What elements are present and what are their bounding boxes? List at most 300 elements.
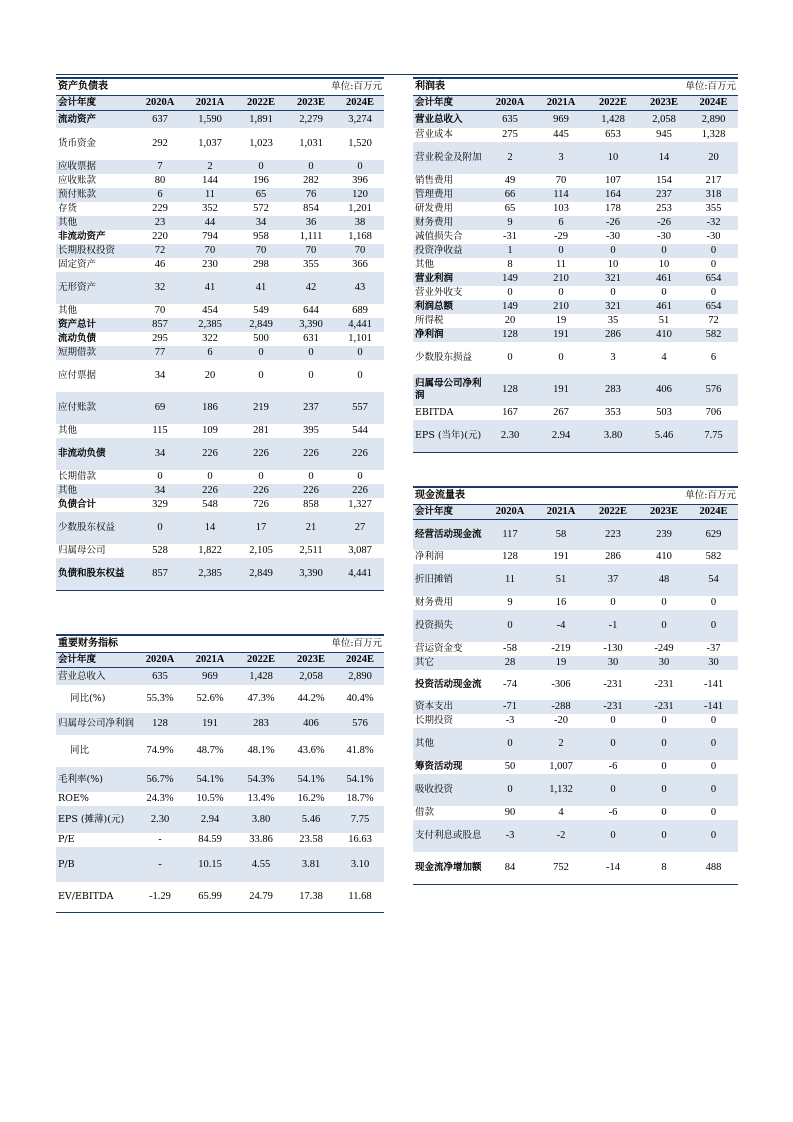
row-value: 55.3%	[146, 693, 174, 704]
table-row	[413, 216, 738, 230]
row-label: 同比(%)	[70, 693, 106, 704]
table-row	[56, 346, 384, 360]
row-value: 0	[710, 259, 717, 270]
row-value: 20	[504, 315, 516, 326]
row-label: 其他	[56, 484, 136, 498]
row-label: 归属母公司净利润	[56, 713, 136, 735]
row-value: 557	[336, 392, 384, 424]
table-row	[56, 847, 384, 882]
row-value: 120	[336, 188, 384, 202]
row-label: ROE%	[58, 793, 89, 804]
row-value: 34	[136, 438, 184, 470]
row-value: 582	[705, 551, 722, 562]
table-row	[56, 230, 384, 244]
header-label: 会计年度	[413, 505, 485, 520]
row-label: 所得税	[415, 315, 444, 326]
table-row	[56, 332, 384, 346]
table-title-row	[413, 487, 738, 505]
row-value: -231	[654, 679, 674, 690]
row-value: 406	[639, 374, 689, 406]
row-value: 0	[558, 287, 564, 298]
row-value: 226	[336, 438, 384, 470]
row-value: 23	[136, 216, 184, 230]
table-row	[413, 300, 738, 314]
table-row	[56, 713, 384, 735]
row-value: 70	[286, 244, 336, 258]
table-row	[56, 258, 384, 272]
row-value: 220	[152, 231, 168, 242]
row-value: 4.55	[236, 847, 286, 882]
row-value: 454	[202, 305, 218, 316]
header-year: 2023E	[639, 505, 689, 520]
table-row	[56, 318, 384, 332]
row-value: -6	[608, 761, 618, 772]
row-value: 44	[184, 216, 236, 230]
row-value: 196	[253, 175, 269, 186]
row-value: 28	[485, 656, 535, 670]
header-year: 2022E	[236, 96, 286, 111]
table-header-row	[413, 96, 738, 111]
row-value: 253	[656, 203, 672, 214]
row-value: 0	[710, 597, 717, 608]
row-value: 2,385	[184, 318, 236, 332]
row-label: 筹资活动现	[415, 761, 463, 772]
row-value: 50	[504, 761, 516, 772]
row-value: 51	[658, 315, 670, 326]
row-label: 流动资产	[56, 111, 136, 129]
row-value: 109	[202, 425, 218, 436]
table-row	[56, 484, 384, 498]
row-value: 149	[485, 272, 535, 286]
row-value: 631	[303, 333, 319, 344]
row-value: 0	[710, 287, 717, 298]
row-label: 营业外收支	[415, 287, 463, 298]
table-row	[413, 244, 738, 258]
table-row	[413, 142, 738, 174]
row-value: 1,590	[184, 111, 236, 129]
row-value: 191	[535, 374, 587, 406]
row-value: 3.80	[236, 806, 286, 833]
row-value: -231	[639, 700, 689, 714]
row-value: 4	[661, 352, 667, 363]
row-value: 1,111	[299, 231, 323, 242]
row-value: 1,428	[587, 111, 639, 129]
header-year: 2024E	[689, 96, 738, 111]
row-value: 17	[236, 512, 286, 544]
row-value: 2,058	[639, 111, 689, 129]
row-value: 318	[689, 188, 738, 202]
table-row	[56, 272, 384, 304]
row-value: 355	[303, 259, 319, 270]
table-row	[413, 714, 738, 728]
row-value: 52.6%	[196, 693, 224, 704]
row-label: 负债和股东权益	[56, 558, 136, 591]
table-row	[56, 111, 384, 129]
table-row	[56, 558, 384, 591]
table-row	[413, 374, 738, 406]
row-value: 33.86	[249, 834, 273, 845]
row-value: 2,385	[184, 558, 236, 591]
row-value: 128	[485, 374, 535, 406]
row-value: 2.94	[184, 806, 236, 833]
row-value: 0	[157, 471, 163, 482]
row-value: 1,168	[348, 231, 372, 242]
row-value: -58	[503, 643, 517, 654]
row-value: 65.99	[184, 882, 236, 913]
row-value: 17.38	[286, 882, 336, 913]
row-value: 191	[553, 551, 569, 562]
table-header-row	[56, 653, 384, 668]
row-value: 0	[308, 370, 314, 381]
row-label: 归属母公司	[58, 545, 106, 556]
row-value: -14	[587, 852, 639, 885]
row-value: 16.2%	[297, 793, 325, 804]
table-unit: 单位:百万元	[587, 78, 738, 96]
row-label: 管理费用	[413, 188, 485, 202]
row-value: 23.58	[299, 834, 323, 845]
header-year: 2024E	[336, 653, 384, 668]
row-value: 0	[587, 244, 639, 258]
row-value: 2	[485, 142, 535, 174]
row-value: 0	[639, 244, 689, 258]
row-value: -30	[706, 231, 721, 242]
row-value: -	[158, 834, 162, 845]
row-value: 0	[286, 160, 336, 174]
row-value: 9	[485, 216, 535, 230]
row-value: 0	[661, 761, 667, 772]
row-value: 2,058	[286, 668, 336, 686]
header-year: 2021A	[184, 96, 236, 111]
row-value: -306	[551, 679, 571, 690]
row-value: 635	[485, 111, 535, 129]
row-value: 1,023	[249, 138, 273, 149]
row-value: -3	[505, 715, 515, 726]
table-row	[413, 820, 738, 852]
row-value: 47.3%	[247, 693, 275, 704]
row-value: 11	[485, 564, 535, 596]
row-value: 0	[689, 728, 738, 760]
row-value: 3,274	[336, 111, 384, 129]
row-value: 857	[136, 558, 184, 591]
row-label: 长期股权投资	[56, 244, 136, 258]
table-row	[56, 424, 384, 438]
row-value: 0	[207, 471, 213, 482]
row-value: 0	[587, 728, 639, 760]
row-value: 528	[152, 545, 168, 556]
row-value: 0	[587, 774, 639, 806]
table-row	[56, 544, 384, 558]
row-value: 321	[587, 300, 639, 314]
header-year: 2021A	[184, 653, 236, 668]
row-value: 2	[184, 160, 236, 174]
row-value: 4,441	[336, 318, 384, 332]
row-value: 321	[587, 272, 639, 286]
row-value: 1	[485, 244, 535, 258]
row-value: 10	[587, 142, 639, 174]
table-row	[56, 833, 384, 847]
row-value: 544	[352, 425, 368, 436]
row-label: 应付账款	[56, 392, 136, 424]
row-value: 107	[605, 175, 621, 186]
header-year: 2023E	[286, 653, 336, 668]
row-value: 49	[504, 175, 516, 186]
row-value: 44.2%	[297, 693, 325, 704]
row-value: 8	[507, 259, 513, 270]
row-value: 0	[610, 597, 616, 608]
row-value: -1	[587, 610, 639, 642]
row-label: 资本支出	[413, 700, 485, 714]
row-value: 0	[507, 287, 513, 298]
row-value: 283	[587, 374, 639, 406]
row-value: 461	[639, 272, 689, 286]
row-value: 2,849	[236, 318, 286, 332]
row-value: 267	[553, 407, 569, 418]
table-row	[56, 174, 384, 188]
row-value: 13.4%	[247, 793, 275, 804]
row-value: 70	[236, 244, 286, 258]
row-value: 0	[136, 512, 184, 544]
table-row	[56, 216, 384, 230]
row-value: 66	[485, 188, 535, 202]
row-value: 30	[639, 656, 689, 670]
row-value: 43.6%	[297, 745, 325, 756]
row-value: -231	[587, 700, 639, 714]
row-value: 0	[639, 820, 689, 852]
row-value: 5.46	[639, 420, 689, 453]
row-label: 现金流净增加额	[413, 852, 485, 885]
table-row	[413, 564, 738, 596]
table-row	[413, 642, 738, 656]
row-value: 6	[710, 352, 717, 363]
row-value: 16	[555, 597, 567, 608]
balance-sheet-table	[56, 77, 384, 591]
table-row	[56, 882, 384, 913]
row-label: 同比	[70, 745, 90, 756]
row-value: 576	[336, 713, 384, 735]
row-value: 41	[184, 272, 236, 304]
table-title: 利润表	[413, 78, 587, 96]
table-row	[56, 792, 384, 806]
row-label: 非流动负债	[56, 438, 136, 470]
row-value: -29	[554, 231, 568, 242]
row-label: 销售费用	[415, 175, 454, 186]
table-row	[413, 202, 738, 216]
row-value: 0	[485, 610, 535, 642]
row-value: 35	[607, 315, 619, 326]
table-row	[56, 498, 384, 512]
row-value: 6	[535, 216, 587, 230]
row-value: 20	[204, 370, 216, 381]
row-value: -2	[535, 820, 587, 852]
row-value: 298	[253, 259, 269, 270]
row-value: 217	[705, 175, 722, 186]
row-value: 72	[708, 315, 719, 326]
table-row	[56, 244, 384, 258]
row-label: EPS (摊薄)(元)	[56, 806, 136, 833]
row-value: 34	[136, 484, 184, 498]
row-value: 0	[485, 728, 535, 760]
table-row	[413, 852, 738, 885]
table-row	[413, 760, 738, 774]
row-value: -219	[551, 643, 571, 654]
key-indicators-table	[56, 634, 384, 913]
table-title-row	[56, 635, 384, 653]
row-value: 229	[152, 203, 168, 214]
table-row	[56, 512, 384, 544]
row-value: 34	[154, 370, 166, 381]
row-value: 352	[202, 203, 218, 214]
row-label: 固定资产	[58, 259, 97, 270]
row-value: 41.8%	[346, 745, 374, 756]
row-label: 其他	[413, 728, 485, 760]
row-value: 1,037	[198, 138, 222, 149]
row-value: 2.94	[535, 420, 587, 453]
row-value: 395	[303, 425, 319, 436]
row-label: EBITDA	[415, 407, 454, 418]
row-value: 42	[286, 272, 336, 304]
row-label: 投资活动现金流	[415, 679, 482, 690]
row-value: -288	[535, 700, 587, 714]
row-value: 11	[555, 259, 567, 270]
row-label: 负债合计	[58, 499, 97, 510]
row-value: 0	[258, 370, 264, 381]
row-value: 0	[258, 471, 264, 482]
row-value: 128	[502, 551, 518, 562]
row-value: -74	[503, 679, 517, 690]
row-value: 726	[253, 499, 269, 510]
row-value: 854	[303, 203, 319, 214]
row-value: 706	[705, 407, 722, 418]
row-value: 3,390	[286, 318, 336, 332]
row-label: 研发费用	[415, 203, 454, 214]
row-value: 0	[507, 352, 513, 363]
table-row	[413, 520, 738, 551]
row-label: 投资损失	[413, 610, 485, 642]
row-label: 归属母公司净利润	[413, 374, 485, 406]
row-label: 长期借款	[58, 471, 97, 482]
row-value: 58	[535, 520, 587, 551]
row-value: 54	[689, 564, 738, 596]
row-value: 2,890	[336, 668, 384, 686]
income-statement-table	[413, 77, 738, 453]
table-row	[413, 656, 738, 670]
row-value: 154	[656, 175, 672, 186]
row-value: 281	[253, 425, 269, 436]
row-value: 0	[661, 807, 667, 818]
row-value: 1,201	[348, 203, 372, 214]
table-row	[413, 420, 738, 453]
header-year: 2021A	[535, 96, 587, 111]
row-value: 329	[152, 499, 168, 510]
row-value: -6	[608, 807, 618, 818]
row-value: 629	[689, 520, 738, 551]
row-label: 应付票据	[58, 370, 97, 381]
row-value: 7.75	[689, 420, 738, 453]
row-value: 0	[710, 761, 717, 772]
row-value: 0	[639, 610, 689, 642]
row-label: 少数股东损益	[415, 352, 473, 363]
row-value: 16.63	[348, 834, 372, 845]
row-value: 500	[253, 333, 269, 344]
row-value: 41	[236, 272, 286, 304]
row-label: EPS (当年)(元)	[413, 420, 485, 453]
row-value: 84	[485, 852, 535, 885]
row-value: 219	[236, 392, 286, 424]
row-value: -1.29	[136, 882, 184, 913]
row-value: 191	[535, 328, 587, 342]
row-value: 488	[689, 852, 738, 885]
row-value: 164	[587, 188, 639, 202]
row-label: 支付利息或股息	[413, 820, 485, 852]
row-label: 毛利率(%)	[56, 767, 136, 792]
table-header-row	[56, 96, 384, 111]
row-value: 396	[352, 175, 368, 186]
row-value: 689	[352, 305, 368, 316]
row-value: 37	[587, 564, 639, 596]
table-row	[56, 668, 384, 686]
row-label: 其它	[413, 656, 485, 670]
row-value: 70	[555, 175, 567, 186]
row-label: 少数股东权益	[56, 512, 136, 544]
row-value: 14	[184, 512, 236, 544]
row-value: 115	[152, 425, 168, 436]
row-value: 548	[202, 499, 218, 510]
row-value: 10	[607, 259, 619, 270]
row-value: 14	[639, 142, 689, 174]
row-value: 0	[689, 820, 738, 852]
row-value: 38	[336, 216, 384, 230]
row-value: 54.1%	[336, 767, 384, 792]
table-row	[413, 806, 738, 820]
row-value: 114	[535, 188, 587, 202]
table-row	[56, 392, 384, 424]
row-value: 226	[336, 484, 384, 498]
row-value: 0	[535, 244, 587, 258]
row-value: 366	[352, 259, 368, 270]
row-value: 0	[689, 774, 738, 806]
row-value: 0	[286, 346, 336, 360]
header-year: 2020A	[485, 96, 535, 111]
row-value: 226	[236, 438, 286, 470]
header-year: 2023E	[639, 96, 689, 111]
row-value: 0	[336, 160, 384, 174]
row-value: 1,031	[299, 138, 323, 149]
header-year: 2020A	[136, 96, 184, 111]
table-row	[413, 610, 738, 642]
table-row	[413, 128, 738, 142]
row-value: 283	[236, 713, 286, 735]
row-label: 利润总额	[413, 300, 485, 314]
row-value: 36	[286, 216, 336, 230]
row-value: 223	[587, 520, 639, 551]
row-value: 128	[485, 328, 535, 342]
row-value: 637	[136, 111, 184, 129]
row-label: 长期投资	[415, 715, 454, 726]
table-row	[56, 188, 384, 202]
row-value: 32	[136, 272, 184, 304]
row-value: 3,390	[286, 558, 336, 591]
table-row	[413, 700, 738, 714]
row-label: 资产总计	[56, 318, 136, 332]
table-row	[413, 188, 738, 202]
row-value: 7	[136, 160, 184, 174]
row-value: 0	[485, 774, 535, 806]
row-value: 230	[202, 259, 218, 270]
row-label: 投资净收益	[413, 244, 485, 258]
row-value: 0	[236, 346, 286, 360]
row-label: 短期借款	[56, 346, 136, 360]
row-value: 167	[502, 407, 518, 418]
